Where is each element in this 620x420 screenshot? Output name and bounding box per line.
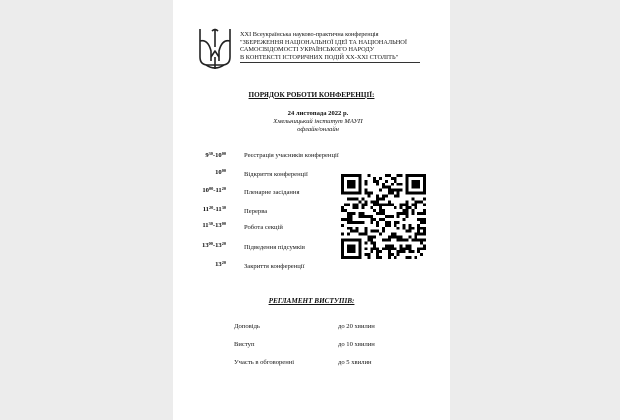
schedule-time: $10^{00}$	[215, 168, 226, 176]
regulation-item-label: Виступ	[234, 341, 255, 348]
qr-code[interactable]	[341, 174, 426, 259]
header-line-2: "ЗБЕРЕЖЕННЯ НАЦІОНАЛЬНОЇ ІДЕЇ ТА НАЦІОНАЛЬНОЇ	[240, 38, 407, 46]
header-line-4: В КОНТЕКСТІ ІСТОРИЧНИХ ПОДІЙ ХХ-ХХІ СТОЛІТЬ"	[240, 53, 399, 61]
regulation-item-value: до 5 хвилин	[338, 359, 372, 366]
regulation-item-label: Доповідь	[234, 323, 260, 330]
regulation-item-label: Участь в обговоренні	[234, 359, 295, 366]
schedule-time: $13^{20}$	[215, 260, 226, 268]
schedule-time: $11^{20}-11^{30}$	[202, 205, 226, 213]
schedule-label: Відкриття конференції	[244, 171, 308, 178]
header-divider	[240, 62, 420, 63]
schedule-label: Закриття конференції	[244, 263, 305, 270]
conference-header	[240, 31, 445, 63]
event-venue: Хмельницький інститут МАУП	[273, 118, 363, 126]
regulation-item-value: до 10 хвилин	[338, 341, 375, 348]
document-page	[173, 0, 450, 420]
schedule-label: Реєстрація учасників конференції	[244, 152, 339, 159]
order-title: ПОРЯДОК РОБОТИ КОНФЕРЕНЦІЇ:	[248, 91, 375, 99]
regulation-item-value: до 20 хвилин	[338, 323, 375, 330]
schedule-label: Перерва	[244, 208, 268, 215]
schedule-time: $11^{30}-13^{00}$	[202, 221, 226, 229]
trident-emblem-icon	[196, 27, 234, 71]
schedule-time: $13^{00}-13^{20}$	[202, 241, 226, 249]
header-line-1: XXI Всеукраїнська науково-практична конференція	[240, 31, 379, 38]
schedule-label: Підведення підсумків	[244, 244, 305, 251]
schedule-time: $10^{00}-11^{20}$	[202, 186, 226, 194]
header-line-3: САМОСВІДОМОСТІ УКРАЇНСЬКОГО НАРОДУ	[240, 46, 375, 54]
schedule-label: Робота секцій	[244, 224, 283, 231]
regulation-title: РЕГЛАМЕНТ ВИСТУПІВ:	[268, 297, 355, 305]
event-format: офлайн/онлайн	[297, 126, 339, 134]
event-date: 24 листопада 2022 р.	[287, 110, 349, 117]
schedule-time: $9^{30}-10^{00}$	[205, 151, 226, 159]
event-info	[233, 110, 403, 134]
schedule-label: Пленарне засідання	[244, 189, 300, 196]
